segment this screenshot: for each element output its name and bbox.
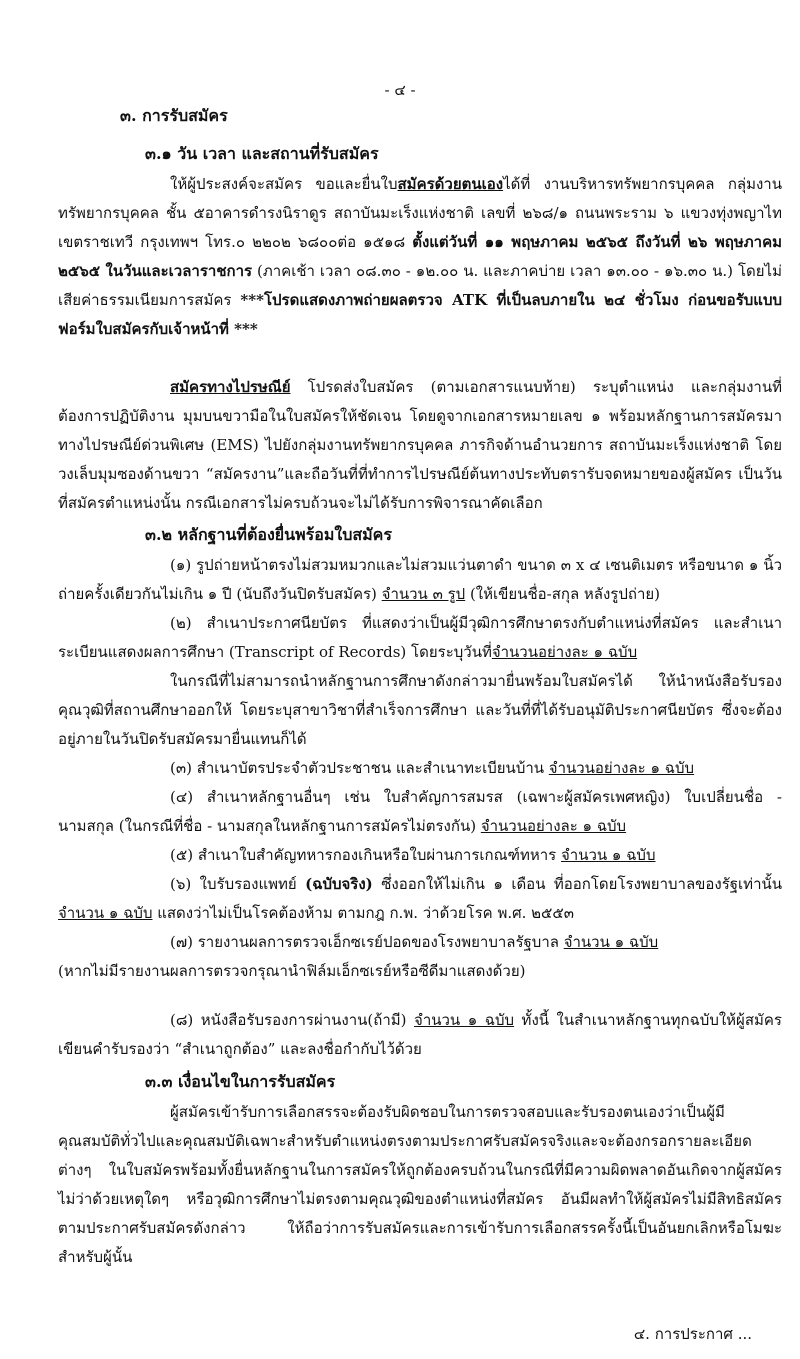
text-emphasis: สมัครด้วยตนเอง bbox=[397, 175, 504, 193]
section-3-heading: ๓. การรับสมัคร bbox=[120, 106, 228, 125]
text-underline: จำนวนอย่างละ ๑ ฉบับ bbox=[491, 643, 638, 661]
text-underline: จำนวนอย่างละ ๑ ฉบับ bbox=[548, 759, 695, 777]
text-mail-heading: สมัครทางไปรษณีย์ bbox=[170, 378, 291, 396]
section-3-1-paragraph-1 bbox=[58, 170, 782, 344]
text: แสดงว่าไม่เป็นโรคต้องห้าม ตามกฎ ก.พ. ว่าด้วยโรค พ.ศ. ๒๕๕๓ bbox=[152, 904, 575, 922]
text: ให้ผู้ประสงค์จะสมัคร ขอและยื่นใบ bbox=[170, 175, 398, 193]
next-section-pointer: ๔. การประกาศ ... bbox=[633, 1325, 752, 1343]
text-underline: จำนวน ๑ ฉบับ bbox=[58, 904, 153, 922]
text: โปรดส่งใบสมัคร (ตามเอกสารแนบท้าย) ระบุตำแหน่ง และกลุ่มงานที่ต้องการปฏิบัติงาน มุมบนขวามือในใบสมัครให้ชัดเจน โดยดูจากเอกสารหมายเลข ๑ พร้อมหลักฐานการสมัครมาทางไปรษณีย์ด่วนพิเศษ (EMS) ไปยังกลุ่มงานทรัพยากรบุคคล ภารกิจด้านอำนวยการ สถาบันมะเร็งแห่งชาติ โดยวงเล็บมุมซองด้านขวา “สมัครงาน”และถือวันที่ที่ทำการไปรษณีย์ต้นทางประทับตรารับจดหมายของผู้สมัคร เป็นวันที่สมัครตำแหน่งนั้น กรณีเอกสารไม่ครบถ้วนจะไม่ได้รับการพิจารณาคัดเลือก bbox=[58, 378, 782, 512]
page-number: - ๔ - bbox=[384, 81, 416, 99]
item-6 bbox=[58, 870, 782, 928]
section-3-3-paragraph bbox=[58, 1098, 782, 1272]
text: (๒) สำเนาประกาศนียบัตร ที่แสดงว่าเป็นผู้มีวุฒิการศึกษาตรงกับตำแหน่งที่สมัคร และสำเนาระเบียนแสดงผลการศึกษา (Transcript of Records) โดยระบุวันที่ bbox=[58, 614, 782, 661]
item-4 bbox=[58, 783, 782, 841]
text: (๗) รายงานผลการตรวจเอ็กซเรย์ปอดของโรงพยาบาลรัฐบาล bbox=[170, 933, 564, 951]
text: (๕) สำเนาใบสำคัญทหารกองเกินหรือใบผ่านการเกณฑ์ทหาร bbox=[170, 846, 562, 864]
text: ในกรณีที่ไม่สามารถนำหลักฐานการศึกษาดังกล่าวมายื่นพร้อมใบสมัครได้ ให้นำหนังสือรับรองคุณวุฒิที่สถานศึกษาออกให้ โดยระบุสาขาวิชาที่สำเร็จการศึกษา และวันที่ที่ได้รับอนุมัติประกาศนียบัตร ซึ่งจะต้องอยู่ภายในวันปิดรับสมัครมายื่นแทนก็ได้ bbox=[58, 672, 782, 748]
text: ได้ที่ งานบริหารทรัพยากรบุคคล กลุ่มงานทรัพยากรบุคคล ชั้น ๕อาคารดำรงนิราดูร สถาบันมะเร็งแห่งชาติ เลขที่ ๒๖๘/๑ ถนนพระราม ๖ แขวงทุ่งพญาไท เขตราชเทวี กรุงเทพฯ โทร.๐ ๒๒๐๒ ๖๘๐๐ต่อ ๑๕๑๘ bbox=[58, 175, 782, 251]
text: (๓) สำเนาบัตรประจำตัวประชาชน และสำเนาทะเบียนบ้าน bbox=[170, 759, 549, 777]
text: (๖) ใบรับรองแพทย์ bbox=[170, 875, 306, 893]
text: (ให้เขียนชื่อ-สกุล หลังรูปถ่าย) bbox=[465, 585, 661, 603]
item-3 bbox=[58, 754, 782, 783]
text-underline: จำนวน ๓ รูป bbox=[381, 585, 466, 603]
text-underline: จำนวน ๑ ฉบับ bbox=[561, 846, 656, 864]
text: ทั้งนี้ ในสำเนาหลักฐานทุกฉบับให้ผู้สมัครเขียนคำรับรองว่า “สำเนาถูกต้อง” และลงชื่อกำกับไว้ด้วย bbox=[58, 1011, 782, 1058]
section-3-1-paragraph-2 bbox=[58, 373, 782, 518]
section-3-3-heading: ๓.๓ เงื่อนไขในการรับสมัคร bbox=[145, 1072, 336, 1091]
text-underline: จำนวน ๑ ฉบับ bbox=[563, 933, 659, 951]
text-bold: (ฉบับจริง) bbox=[305, 875, 373, 893]
text: ซึ่งออกให้ไม่เกิน ๑ เดือน ที่ออกโดยโรงพยาบาลของรัฐเท่านั้น bbox=[372, 875, 782, 893]
item-5 bbox=[58, 841, 782, 870]
text: ผู้สมัครเข้ารับการเลือกสรรจะต้องรับผิดชอบในการตรวจสอบและรับรองตนเองว่าเป็นผู้มีคุณสมบัติทั่วไปและคุณสมบัติเฉพาะสำหรับตำแหน่งตรงตามประกาศรับสมัครจริงและจะต้องกรอกรายละเอียดต่างๆ ในใบสมัครพร้อมทั้งยื่นหลักฐานในการสมัครให้ถูกต้องครบถ้วนในกรณีที่มีความผิดพลาดอันเกิดจากผู้สมัครไม่ว่าด้วยเหตุใดๆ หรือวุฒิการศึกษาไม่ตรงตามคุณวุฒิของตำแหน่งที่สมัคร อันมีผลทำให้ผู้สมัครไม่มีสิทธิสมัครตามประกาศรับสมัครดังกล่าว ให้ถือว่าการรับสมัครและการเข้ารับการเลือกสรรครั้งนี้เป็นอันยกเลิกหรือโมฆะสำหรับผู้นั้น bbox=[58, 1103, 782, 1266]
text-underline: จำนวนอย่างละ ๑ ฉบับ bbox=[480, 817, 627, 835]
item-7 bbox=[58, 928, 782, 986]
item-2-note bbox=[58, 667, 782, 754]
text-dates: ตั้งแต่วันที่ ๑๑ พฤษภาคม ๒๕๖๕ ถึงวันที่ ๒๖ พฤษภาคม ๒๕๖๕ ในวันและเวลาราชการ bbox=[58, 233, 783, 280]
text: (๑) รูปถ่ายหน้าตรงไม่สวมหมวกและไม่สวมแว่นตาดำ ขนาด ๓ x ๔ เซนติเมตร หรือขนาด ๑ นิ้ว ถ่ายครั้งเดียวกันไม่เกิน ๑ ปี (นับถึงวันปิดรับสมัคร) bbox=[58, 556, 782, 603]
text-underline: จำนวน ๑ ฉบับ bbox=[414, 1011, 515, 1029]
section-3-2-heading: ๓.๒ หลักฐานที่ต้องยื่นพร้อมใบสมัคร bbox=[145, 525, 392, 544]
item-1 bbox=[58, 551, 782, 609]
text: (ภาคเช้า เวลา ๐๘.๓๐ - ๑๒.๐๐ น. และภาคบ่าย เวลา ๑๓.๐๐ - ๑๖.๓๐ น.) โดยไม่เสียค่าธรรมเนียมการสมัคร bbox=[58, 262, 782, 309]
text: (๔) สำเนาหลักฐานอื่นๆ เช่น ใบสำคัญการสมรส (เฉพาะผู้สมัครเพศหญิง) ใบเปลี่ยนชื่อ - นามสกุล (ในกรณีที่ชื่อ - นามสกุลในหลักฐานการสมัครไม่ตรงกัน) bbox=[58, 788, 782, 835]
text: (๘) หนังสือรับรองการผ่านงาน(ถ้ามี) bbox=[170, 1011, 415, 1029]
text-atk-notice: ***โปรดแสดงภาพถ่ายผลตรวจ ATK ที่เป็นลบภายใน ๒๔ ชั่วโมง ก่อนขอรับแบบฟอร์มใบสมัครกับเจ้าหน้าที่ *** bbox=[58, 291, 782, 338]
item-8 bbox=[58, 1006, 782, 1064]
text: (หากไม่มีรายงานผลการตรวจกรุณานำฟิล์มเอ็กซเรย์หรือซีดีมาแสดงด้วย) bbox=[58, 962, 526, 980]
section-3-1-heading: ๓.๑ วัน เวลา และสถานที่รับสมัคร bbox=[145, 144, 379, 163]
item-2 bbox=[58, 609, 782, 667]
